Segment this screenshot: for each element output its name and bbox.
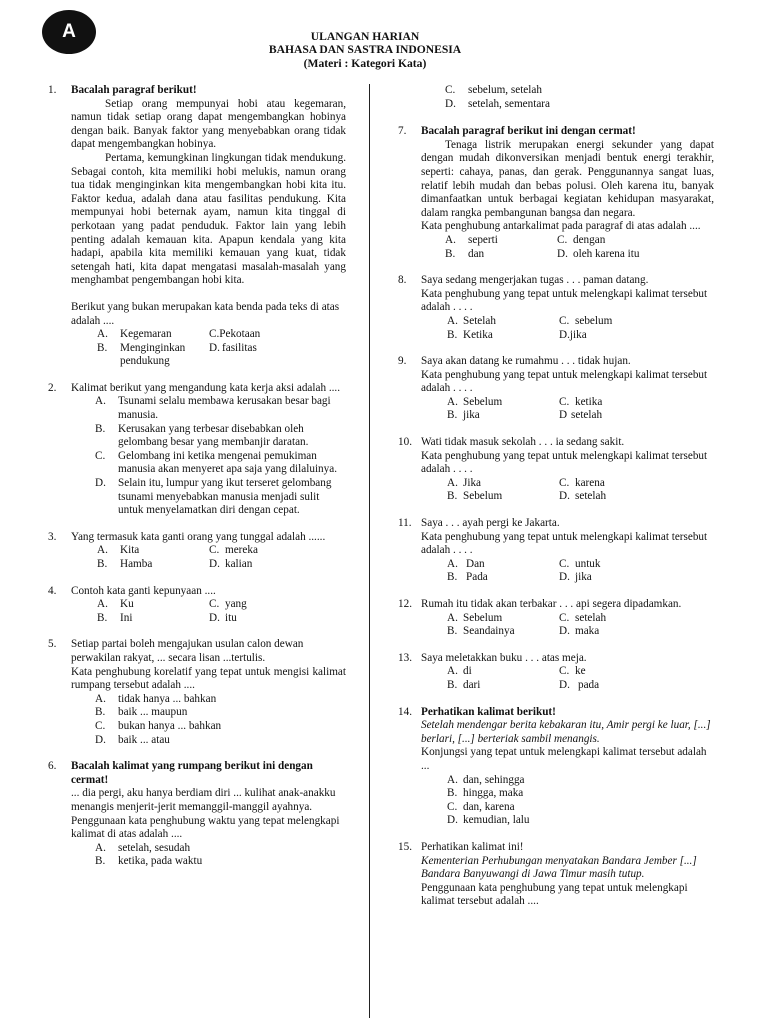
option-text: untuk: [575, 557, 601, 570]
option-d[interactable]: [445, 98, 714, 112]
question-number: 14.: [398, 705, 412, 718]
option-letter: C.: [95, 449, 106, 462]
option-letter: D.: [559, 625, 570, 638]
question-sentence: Saya sedang mengerjakan tugas . . . paman datang.: [421, 274, 649, 287]
question-title: Bacalah kalimat yang rumpang berikut ini dengan cermat!: [71, 760, 313, 786]
question-7: [398, 125, 714, 261]
option-letter: A.: [95, 841, 106, 854]
option-letter: C.: [445, 84, 456, 96]
option-b[interactable]: [95, 855, 346, 869]
question-number: 8.: [398, 274, 407, 287]
option-letter: C.: [95, 719, 106, 732]
question-sentence: Setelah mendengar berita kebakaran itu, Amir pergi ke luar, [...] berlari, [...] berteriak sambil menangis.: [421, 719, 711, 745]
option-text: bukan hanya ... bahkan: [118, 719, 222, 732]
option-a[interactable]: [447, 558, 559, 572]
option-c[interactable]: [209, 328, 346, 342]
question-number: 9.: [398, 355, 407, 368]
option-b[interactable]: [447, 490, 559, 504]
question-title: Perhatikan kalimat berikut!: [421, 705, 556, 718]
question-number: 6.: [48, 760, 57, 773]
question-text: Kalimat berikut yang mengandung kata kerja aksi adalah ....: [71, 381, 341, 394]
question-5: [48, 638, 346, 747]
option-b[interactable]: [447, 571, 559, 585]
option-letter: D.: [95, 733, 106, 746]
option-a[interactable]: [447, 315, 559, 329]
option-d[interactable]: [209, 558, 346, 572]
question-number: 3.: [48, 530, 57, 543]
option-text: dari: [463, 678, 481, 691]
header-subject: BAHASA DAN SASTRA INDONESIA: [268, 43, 462, 57]
option-d[interactable]: [559, 571, 714, 585]
exam-header: [0, 30, 768, 70]
option-text: tidak hanya ... bahkan: [118, 692, 217, 705]
option-a[interactable]: [97, 544, 209, 558]
option-a[interactable]: [447, 774, 714, 788]
option-text: Ku: [120, 598, 134, 611]
option-text: oleh karena itu: [573, 247, 640, 260]
option-b[interactable]: [447, 625, 559, 639]
option-text: kalian: [225, 558, 253, 570]
option-a[interactable]: [95, 842, 346, 856]
option-letter: C.: [559, 665, 570, 678]
option-d[interactable]: [95, 477, 346, 518]
question-9: [398, 355, 714, 423]
option-text: setelah: [571, 409, 603, 422]
option-text: jika: [463, 409, 480, 422]
option-letter: B.: [97, 341, 108, 354]
header-material: (Materi : Kategori Kata): [303, 56, 427, 70]
option-letter: A.: [447, 314, 458, 327]
answer-options: [447, 665, 714, 692]
option-text: setelah, sementara: [468, 97, 550, 110]
option-text: Ini: [120, 611, 133, 624]
question-sentence: Kementerian Perhubungan menyatakan Bandara Jember [...] Bandara Banyuwangi di Jawa Timur masih tutup.: [421, 854, 697, 881]
option-letter: C.: [559, 611, 570, 624]
question-number: 7.: [398, 125, 407, 138]
option-letter: B.: [95, 706, 106, 719]
question-number: 10.: [398, 436, 412, 449]
left-column: [48, 84, 346, 882]
question-text: Kata penghubung yang tepat untuk melengkapi kalimat tersebut adalah . . . .: [421, 449, 708, 476]
option-letter: C.: [559, 557, 570, 570]
option-text: fasilitas: [222, 341, 257, 354]
option-c[interactable]: [447, 801, 714, 815]
passage-paragraph: Pertama, kemungkinan lingkungan tidak mendukung. Sebagai contoh, kita memiliki hobi melukis, namun orang tua tidak menginginkan kita mengembangkan hobi kita itu. Faktor kedua, adalah dana atau fasilitas pendukung. Kita mempunyai hobi beternak ayam, namun kita tinggal di perkotaan yang padat penduduk. Faktor lain yang lebih penting adalah kemauan kita. Apapun kendala yang kita hadapi, apabila kita memiliki kemauan yang kuat, tidak setengah hati, kita dapat mengatasi masalah-masalah yang menghambat pengembangan hobi kita.: [71, 151, 346, 287]
option-text: setelah: [575, 611, 607, 624]
option-c[interactable]: [557, 234, 714, 248]
question-sentence: Saya akan datang ke rumahmu . . . tidak hujan.: [421, 355, 631, 368]
question-14: [398, 706, 714, 828]
option-letter: C.: [559, 476, 570, 489]
option-text: Pekotaan: [219, 328, 261, 341]
option-text: itu: [225, 611, 237, 624]
option-c[interactable]: [95, 720, 346, 734]
option-d[interactable]: [447, 814, 714, 828]
option-letter: B.: [95, 855, 106, 868]
option-letter: B.: [447, 787, 458, 800]
option-text: Kerusakan yang terbesar disebabkan oleh gelombang besar yang membanjir daratan.: [118, 422, 309, 449]
option-text: Selain itu, lumpur yang ikut terseret gelombang tsunami menyebabkan manusia menjadi sulit untuk menyelamatkan diri dengan cepat.: [118, 477, 332, 517]
option-letter: A.: [447, 395, 458, 408]
option-text: ketika: [575, 395, 603, 408]
option-letter: B.: [447, 490, 458, 503]
question-sentence: Wati tidak masuk sekolah . . . ia sedang sakit.: [421, 436, 625, 449]
answer-options: [95, 693, 346, 747]
question-text: Rumah itu tidak akan terbakar . . . api segera dipadamkan.: [421, 598, 682, 610]
answer-options: [447, 558, 714, 585]
answer-options: [447, 774, 714, 828]
question-number: 2.: [48, 381, 57, 394]
question-number: 1.: [48, 84, 57, 96]
question-number: 15.: [398, 840, 412, 853]
option-text: dan, sehingga: [463, 773, 525, 786]
option-letter: C.: [557, 233, 568, 246]
option-text: jika: [569, 328, 587, 341]
option-d[interactable]: [95, 734, 346, 748]
question-text: Konjungsi yang tepat untuk melengkapi kalimat tersebut adalah ...: [421, 746, 707, 772]
option-a[interactable]: [445, 234, 557, 248]
option-text: ke: [575, 665, 586, 678]
question-text: Kata penghubung yang tepat untuk melengkapi kalimat tersebut adalah . . . .: [421, 287, 708, 314]
question-number: 13.: [398, 651, 412, 664]
option-letter: D.: [559, 571, 570, 584]
option-text: di: [463, 665, 472, 678]
option-d[interactable]: [559, 625, 714, 639]
answer-options: [447, 396, 714, 423]
option-letter: D.: [209, 558, 220, 570]
option-b[interactable]: [97, 558, 209, 572]
answer-options: [95, 842, 346, 869]
option-text: maka: [575, 625, 600, 638]
answer-options: [447, 612, 714, 639]
option-a[interactable]: [95, 395, 346, 422]
option-c[interactable]: [559, 477, 714, 491]
exam-version-badge: A: [42, 10, 96, 54]
question-number: 4.: [48, 584, 57, 597]
option-d[interactable]: [559, 329, 714, 343]
option-text: yang: [225, 598, 247, 611]
option-text: baik ... atau: [118, 733, 170, 746]
option-text: Sebelum: [463, 395, 503, 408]
option-text: setelah, sesudah: [118, 841, 191, 854]
option-text: baik ... maupun: [118, 706, 188, 719]
option-text: Jika: [463, 476, 482, 489]
option-letter: B.: [97, 611, 108, 624]
option-b[interactable]: [97, 612, 209, 626]
option-text: hingga, maka: [463, 787, 524, 800]
option-c[interactable]: [559, 612, 714, 626]
option-text: Menginginkan pendukung: [120, 341, 186, 368]
option-text: sebelum, setelah: [468, 84, 542, 96]
option-text: Sebelum: [463, 611, 503, 624]
option-b[interactable]: [447, 679, 559, 693]
option-text: ketika, pada waktu: [118, 855, 203, 868]
question-number: 5.: [48, 638, 57, 651]
option-letter: D.: [559, 328, 570, 341]
option-letter: D.: [447, 814, 458, 827]
option-c[interactable]: [445, 84, 714, 98]
option-letter: C.: [209, 598, 220, 611]
answer-options: [445, 234, 714, 261]
question-10: [398, 436, 714, 504]
option-letter: A.: [95, 692, 106, 705]
option-letter: D.: [95, 477, 106, 490]
option-text: Setelah: [463, 314, 496, 327]
answer-options: [447, 315, 714, 342]
option-text: dan, karena: [463, 800, 515, 813]
option-b[interactable]: [447, 409, 559, 423]
question-text: Kata penghubung yang tepat untuk melengkapi kalimat tersebut adalah . . . .: [421, 530, 708, 557]
option-letter: D: [559, 409, 568, 422]
question-8: [398, 274, 714, 342]
option-text: mereka: [225, 544, 258, 557]
option-d[interactable]: [559, 409, 714, 423]
option-c[interactable]: [209, 598, 346, 612]
question-title: Bacalah paragraf berikut!: [71, 84, 197, 96]
answer-options: [97, 544, 346, 571]
option-b[interactable]: [95, 423, 346, 450]
option-d[interactable]: [209, 342, 346, 369]
question-sentence: Setiap partai boleh mengajukan usulan calon dewan perwakilan rakyat, ... secara lisan ...tertulis.: [71, 638, 304, 664]
option-text: Kegemaran: [120, 328, 172, 341]
question-2: [48, 382, 346, 518]
option-b[interactable]: [447, 787, 714, 801]
option-letter: B.: [447, 571, 458, 584]
question-3: [48, 531, 346, 572]
option-text: jika: [575, 571, 592, 584]
option-text: dan: [468, 247, 485, 260]
option-d[interactable]: [559, 490, 714, 504]
right-column: [398, 84, 714, 922]
answer-options: [97, 598, 346, 625]
question-sentence: ... dia pergi, aku hanya berdiam diri ... kulihat anak-anakku menangis menjerit-jerit memanggil-manggil ayahnya.: [71, 787, 336, 813]
option-letter: A.: [97, 544, 108, 557]
answer-options: [97, 328, 346, 369]
question-text: Saya meletakkan buku . . . atas meja.: [421, 651, 587, 664]
answer-options: [95, 395, 346, 517]
question-text: Penggunaan kata penghubung yang tepat untuk melengkapi kalimat tersebut adalah ....: [421, 881, 688, 908]
question-text: Kata penghubung korelatif yang tepat untuk mengisi kalimat rumpang tersebut adalah ....: [71, 665, 346, 692]
option-letter: D.: [557, 247, 568, 260]
question-6: [48, 760, 346, 869]
option-text: sebelum: [575, 314, 613, 327]
option-letter: D.: [559, 490, 570, 503]
option-b[interactable]: [97, 342, 209, 369]
question-4: [48, 585, 346, 626]
question-text: Berikut yang bukan merupakan kata benda pada teks di atas adalah ....: [71, 300, 340, 327]
question-title: Perhatikan kalimat ini!: [421, 840, 524, 853]
option-text: karena: [575, 476, 605, 489]
option-c[interactable]: [559, 558, 714, 572]
option-letter: D.: [559, 678, 570, 691]
option-a[interactable]: [447, 612, 559, 626]
option-text: Tsunami selalu membawa kerusakan besar bagi manusia.: [118, 395, 331, 422]
column-divider: [369, 84, 370, 1018]
question-number: 12.: [398, 598, 412, 610]
option-d[interactable]: [557, 248, 714, 262]
option-text: setelah: [575, 490, 607, 503]
option-a[interactable]: [447, 665, 559, 679]
option-letter: B.: [447, 678, 458, 691]
option-text: Gelombang ini ketika mengenai pemukiman manusia akan menyeret apa saja yang dilaluinya.: [118, 449, 338, 476]
option-letter: C.: [209, 328, 220, 341]
option-text: Hamba: [120, 558, 153, 570]
option-text: Sebelum: [463, 490, 503, 503]
option-letter: B.: [97, 558, 108, 570]
answer-options: [447, 477, 714, 504]
option-text: Dan: [466, 557, 485, 570]
option-c[interactable]: [559, 665, 714, 679]
question-text: Penggunaan kata penghubung waktu yang tepat melengkapi kalimat di atas adalah ....: [71, 814, 340, 841]
option-letter: A.: [447, 611, 458, 624]
question-15: [398, 841, 714, 909]
option-letter: A.: [97, 598, 108, 611]
option-letter: B.: [95, 422, 106, 435]
option-b[interactable]: [445, 248, 557, 262]
question-6-continued-options: [445, 84, 714, 111]
option-letter: D.: [209, 341, 220, 354]
option-text: dengan: [573, 233, 606, 246]
option-c[interactable]: [209, 544, 346, 558]
option-text: Seandainya: [463, 625, 515, 638]
option-letter: C.: [559, 314, 570, 327]
option-letter: A.: [447, 773, 458, 786]
option-letter: A.: [447, 476, 458, 489]
option-letter: B.: [447, 625, 458, 638]
option-letter: A.: [95, 395, 106, 408]
option-letter: C.: [559, 395, 570, 408]
question-text: Kata penghubung yang tepat untuk melengkapi kalimat tersebut adalah . . . .: [421, 368, 708, 395]
option-letter: B.: [447, 328, 458, 341]
question-number: 11.: [398, 517, 412, 530]
option-a[interactable]: [97, 328, 209, 342]
option-letter: D.: [445, 97, 456, 110]
question-text: Contoh kata ganti kepunyaan ....: [71, 584, 216, 597]
option-c[interactable]: [95, 450, 346, 477]
option-c[interactable]: [559, 396, 714, 410]
option-d[interactable]: [559, 679, 714, 693]
question-1: [48, 84, 346, 369]
option-letter: A.: [445, 233, 456, 246]
option-letter: A.: [447, 557, 458, 570]
question-sentence: Saya . . . ayah pergi ke Jakarta.: [421, 517, 560, 530]
option-a[interactable]: [447, 396, 559, 410]
question-12: [398, 598, 714, 639]
option-text: Ketika: [463, 328, 493, 341]
option-text: Pada: [466, 571, 488, 584]
option-letter: D.: [209, 611, 220, 624]
option-a[interactable]: [97, 598, 209, 612]
passage-paragraph: Tenaga listrik merupakan energi sekunder yang dapat dengan mudah dikonversikan menjadi bentuk energi terakhir, seperti: cahaya, panas, dan gerak. Penggunannya sangat luas, relatif lebih mudah dan bebas polusi. Oleh karena itu, banyak dimanfaatkan untuk berbagai kegiatan kehidupan masyarakat, dalam rangka pembangunan bangsa dan negara.: [421, 138, 714, 219]
option-d[interactable]: [209, 612, 346, 626]
option-a[interactable]: [95, 693, 346, 707]
question-text: Yang termasuk kata ganti orang yang tunggal adalah ......: [71, 530, 326, 543]
question-title: Bacalah paragraf berikut ini dengan cermat!: [421, 125, 636, 138]
option-letter: B.: [447, 409, 458, 422]
option-c[interactable]: [559, 315, 714, 329]
option-a[interactable]: [447, 477, 559, 491]
option-letter: C.: [209, 544, 220, 557]
passage-paragraph: Setiap orang mempunyai hobi atau kegemaran, namun tidak setiap orang dapat mengembangkan hobinya dengan baik. Banyak faktor yang menyebabkan orang tidak dapat mengembangkan hobinya.: [71, 97, 346, 151]
option-letter: A.: [97, 328, 108, 341]
option-letter: C.: [447, 800, 458, 813]
option-text: kemudian, lalu: [463, 814, 530, 827]
option-text: Kita: [120, 544, 140, 557]
option-text: pada: [578, 678, 600, 691]
option-letter: A.: [447, 665, 458, 678]
question-13: [398, 652, 714, 693]
option-b[interactable]: [447, 329, 559, 343]
option-letter: B.: [445, 247, 456, 260]
question-11: [398, 517, 714, 585]
question-text: Kata penghubung antarkalimat pada paragraf di atas adalah ....: [421, 220, 701, 233]
header-title: ULANGAN HARIAN: [310, 30, 420, 43]
option-b[interactable]: [95, 706, 346, 720]
option-text: seperti: [468, 233, 498, 246]
